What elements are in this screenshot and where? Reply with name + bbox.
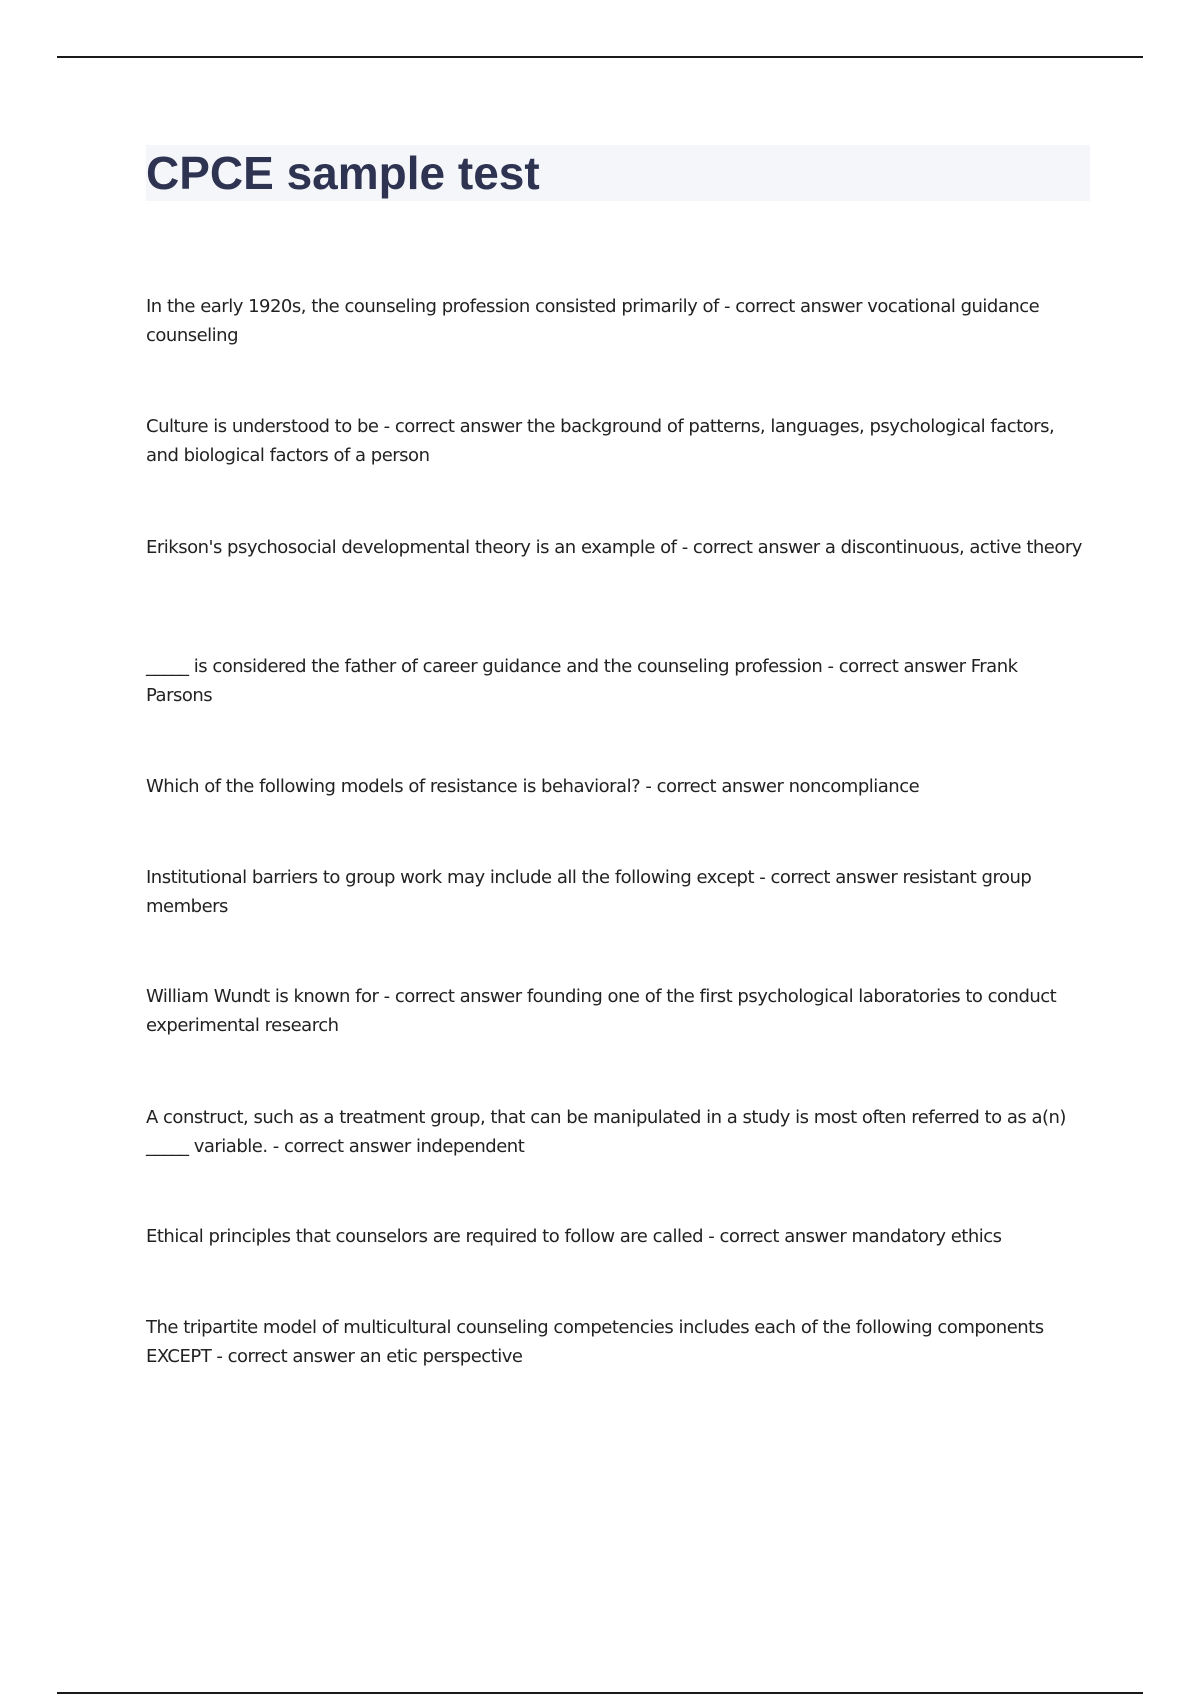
top-rule <box>57 56 1143 58</box>
qa-item-9: Ethical principles that counselors are required to follow are called - correct answer mandatory ethics <box>146 1226 1002 1247</box>
qa-item-10: The tripartite model of multicultural counseling competencies includes each of the following components EXCEPT - correct answer an etic perspective <box>146 1317 1044 1367</box>
qa-item-2: Culture is understood to be - correct answer the background of patterns, languages, psychological factors, and biological factors of a person <box>146 416 1055 466</box>
qa-item-8: A construct, such as a treatment group, that can be manipulated in a study is most often referred to as a(n) _____ variable. - correct answer independent <box>146 1107 1066 1157</box>
qa-item-3: Erikson's psychosocial developmental theory is an example of - correct answer a discontinuous, active theory <box>146 537 1082 558</box>
page-title: CPCE sample test <box>146 147 540 199</box>
qa-item-5: Which of the following models of resistance is behavioral? - correct answer noncompliance <box>146 776 920 797</box>
qa-item-7: William Wundt is known for - correct answer founding one of the first psychological laboratories to conduct experimental research <box>146 986 1057 1036</box>
qa-item-4: _____ is considered the father of career guidance and the counseling profession - correct answer Frank Parsons <box>146 656 1018 706</box>
qa-item-1: In the early 1920s, the counseling profession consisted primarily of - correct answer vocational guidance counseling <box>146 296 1040 346</box>
qa-item-6: Institutional barriers to group work may include all the following except - correct answer resistant group members <box>146 867 1032 917</box>
bottom-rule <box>57 1692 1143 1694</box>
